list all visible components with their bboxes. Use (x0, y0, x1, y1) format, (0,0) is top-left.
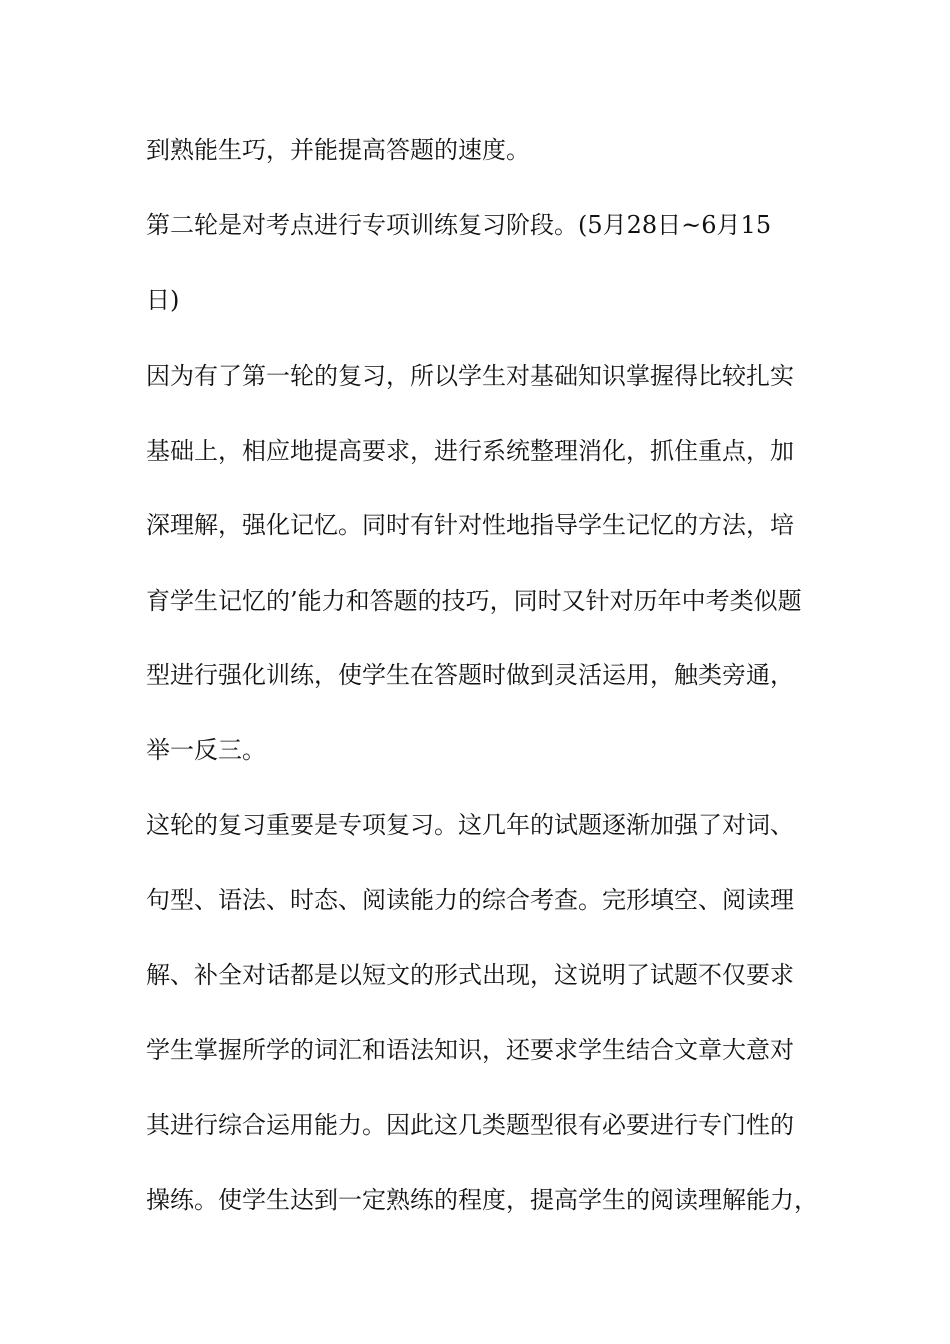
text-line: 因为有了第一轮的复习，所以学生对基础知识掌握得比较扎实 (146, 362, 794, 390)
text-line: 日) (146, 286, 180, 314)
text-line: 这轮的复习重要是专项复习。这几年的试题逐渐加强了对词、 (146, 811, 794, 839)
text-line: 型进行强化训练，使学生在答题时做到灵活运用，触类旁通， (146, 661, 794, 689)
text-line: 操练。使学生达到一定熟练的程度，提高学生的阅读理解能力， (146, 1186, 818, 1214)
text-line: 深理解，强化记忆。同时有针对性地指导学生记忆的方法，培 (146, 511, 794, 539)
text-line: 第二轮是对考点进行专项训练复习阶段。(5月28日~6月15 (146, 211, 772, 239)
text-line: 举一反三。 (146, 736, 266, 764)
text-line: 育学生记忆的’能力和答题的技巧，同时又针对历年中考类似题 (146, 587, 802, 615)
text-line: 解、补全对话都是以短文的形式出现，这说明了试题不仅要求 (146, 961, 794, 989)
text-line: 句型、语法、时态、阅读能力的综合考查。完形填空、阅读理 (146, 886, 794, 914)
text-line: 基础上，相应地提高要求，进行系统整理消化，抓住重点，加 (146, 437, 794, 465)
text-line: 其进行综合运用能力。因此这几类题型很有必要进行专门性的 (146, 1111, 794, 1139)
text-line: 学生掌握所学的词汇和语法知识，还要求学生结合文章大意对 (146, 1036, 794, 1064)
text-line: 到熟能生巧，并能提高答题的速度。 (146, 136, 530, 164)
